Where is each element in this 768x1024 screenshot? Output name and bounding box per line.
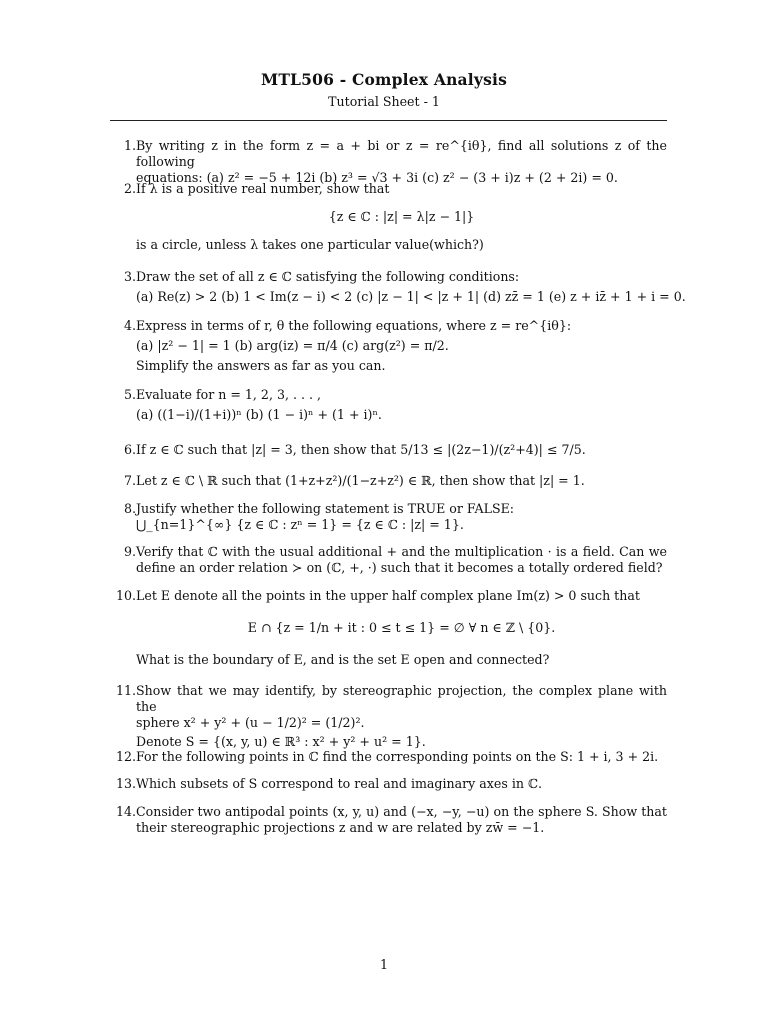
problem-number: 1.: [123, 138, 136, 153]
problem-line: If λ is a positive real number, show that: [136, 181, 390, 196]
problem-line: (a) |z² − 1| = 1 (b) arg(iz) = π/4 (c) arg(z²) = π/2.: [136, 338, 449, 353]
problem-line: Draw the set of all z ∈ ℂ satisfying the following conditions:: [136, 269, 520, 284]
problem-line: Justify whether the following statement is TRUE or FALSE:: [136, 501, 515, 516]
problem-line: What is the boundary of E, and is the set E open and connected?: [136, 652, 550, 667]
problem-number: 9.: [123, 544, 136, 559]
page-number: 1: [379, 957, 388, 972]
problem-line: Verify that ℂ with the usual additional + and the multiplication · is a field. Can we: [136, 544, 667, 559]
problem-line: If z ∈ ℂ such that |z| = 3, then show that 5/13 ≤ |(2z−1)/(z²+4)| ≤ 7/5.: [136, 442, 586, 457]
problem-number: 4.: [123, 318, 136, 333]
display-equation: {z ∈ ℂ : |z| = λ|z − 1|}: [328, 209, 475, 224]
problem-line: is a circle, unless λ takes one particular value(which?): [136, 237, 484, 252]
problem-number: 10.: [115, 588, 136, 603]
problem-line: Let z ∈ ℂ \ ℝ such that (1+z+z²)/(1−z+z²) ∈ ℝ, then show that |z| = 1.: [136, 473, 585, 488]
problem-line: Let E denote all the points in the upper half complex plane Im(z) > 0 such that: [136, 588, 640, 603]
problem-line: Which subsets of S correspond to real and imaginary axes in ℂ.: [136, 776, 542, 791]
problem-line: Denote S = {(x, y, u) ∈ ℝ³ : x² + y² + u² = 1}.: [136, 734, 426, 749]
problem-number: 2.: [123, 181, 136, 196]
problem-number: 8.: [123, 501, 136, 516]
document-subtitle: Tutorial Sheet - 1: [328, 94, 440, 109]
problem-number: 5.: [123, 387, 136, 402]
problem-line: define an order relation ≻ on (ℂ, +, ·) such that it becomes a totally ordered field?: [136, 560, 663, 575]
problem-line: Evaluate for n = 1, 2, 3, . . . ,: [136, 387, 321, 402]
problem-line: Show that we may identify, by stereographic projection, the complex plane with the: [136, 683, 667, 714]
problem-number: 11.: [115, 683, 136, 698]
problem-number: 3.: [123, 269, 136, 284]
problem-number: 12.: [115, 749, 136, 764]
problem-line: ⋃_{n=1}^{∞} {z ∈ ℂ : zⁿ = 1} = {z ∈ ℂ : |z| = 1}.: [136, 517, 464, 532]
problem-line: For the following points in ℂ find the corresponding points on the S: 1 + i, 3 + 2i.: [136, 749, 659, 764]
problem-line: their stereographic projections z and w are related by zw̄ = −1.: [136, 820, 545, 835]
problem-line: By writing z in the form z = a + bi or z = re^{iθ}, find all solutions z of the following: [136, 138, 667, 169]
title-rule: [110, 120, 667, 121]
display-equation: E ∩ {z = 1/n + it : 0 ≤ t ≤ 1} = ∅ ∀ n ∈ ℤ \ {0}.: [247, 620, 556, 635]
document-title: MTL506 - Complex Analysis: [260, 70, 508, 89]
problem-line: Consider two antipodal points (x, y, u) and (−x, −y, −u) on the sphere S. Show that: [136, 804, 667, 819]
problem-number: 6.: [123, 442, 136, 457]
problem-number: 13.: [115, 776, 136, 791]
problem-line: (a) Re(z) > 2 (b) 1 < Im(z − i) < 2 (c) |z − 1| < |z + 1| (d) zz̄ = 1 (e) z + iz̄ + 1 + i = 0.: [136, 289, 686, 304]
problem-line: Express in terms of r, θ the following equations, where z = re^{iθ}:: [136, 318, 572, 333]
problem-line: Simplify the answers as far as you can.: [136, 358, 386, 373]
problem-line: sphere x² + y² + (u − 1/2)² = (1/2)².: [136, 715, 365, 730]
problem-number: 7.: [123, 473, 136, 488]
problem-line: equations: (a) z² = −5 + 12i (b) z³ = √3 + 3i (c) z² − (3 + i)z + (2 + 2i) = 0.: [136, 170, 618, 185]
problem-line: (a) ((1−i)/(1+i))ⁿ (b) (1 − i)ⁿ + (1 + i)ⁿ.: [136, 407, 382, 422]
problem-number: 14.: [115, 804, 136, 819]
